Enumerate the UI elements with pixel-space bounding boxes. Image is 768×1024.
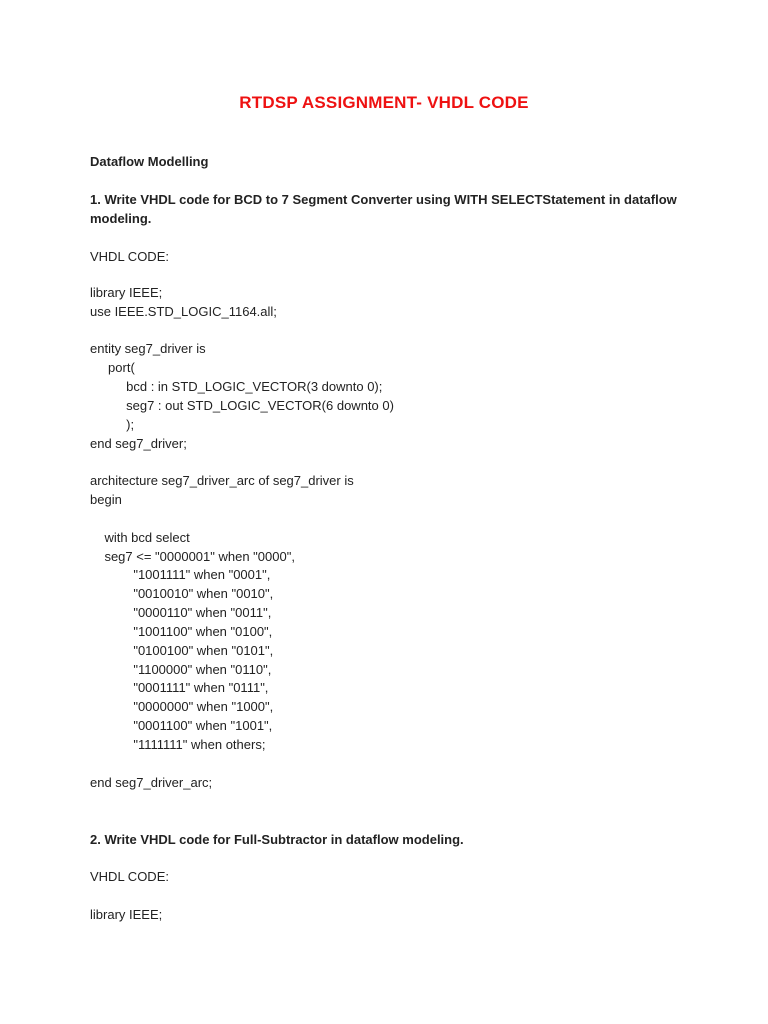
code-line: with bcd select [90, 529, 190, 545]
code-line: "1111111" when others; [90, 736, 266, 752]
code-line: "0100100" when "0101", [90, 642, 274, 658]
code-line: "0000000" when "1000", [90, 699, 274, 715]
code-line: "0001111" when "0111", [90, 680, 269, 696]
code-line [90, 322, 394, 341]
code-line: "0000110" when "0011", [90, 605, 272, 621]
code-line: ); [90, 416, 135, 432]
code-line: entity seg7_driver is [90, 341, 206, 357]
question-1-code-label: VHDL CODE: [90, 249, 169, 264]
question-2-text: 2. Write VHDL code for Full-Subtractor in dataflow modeling. [90, 832, 464, 847]
code-line [90, 453, 394, 472]
section-heading: Dataflow Modelling [90, 154, 209, 169]
code-line: begin [90, 492, 122, 508]
code-line: library IEEE; [90, 285, 163, 300]
code-line: bcd : in STD_LOGIC_VECTOR(3 downto 0); [90, 379, 383, 395]
code-line [90, 755, 394, 774]
code-line: seg7 <= "0000001" when "0000", [90, 548, 295, 564]
code-line: use IEEE.STD_LOGIC_1164.all; [90, 303, 277, 319]
code-line: end seg7_driver_arc; [90, 774, 213, 790]
question-2-code-label: VHDL CODE: [90, 869, 169, 884]
code-line: "1001100" when "0100", [90, 623, 273, 639]
code-line [90, 510, 394, 529]
question-1-text: 1. Write VHDL code for BCD to 7 Segment Converter using WITH SELECTStatement in dataflow modeling. [90, 192, 677, 226]
code-line: "1001111" when "0001", [90, 567, 271, 583]
code-line: architecture seg7_driver_arc of seg7_driver is [90, 473, 354, 489]
code-line: seg7 : out STD_LOGIC_VECTOR(6 downto 0) [90, 397, 394, 413]
code-line: "0001100" when "1001", [90, 718, 273, 734]
vhdl-code-block-1 [90, 284, 394, 792]
code-line: "0010010" when "0010", [90, 586, 274, 602]
code-line: "1100000" when "0110", [90, 661, 272, 677]
question-2-code-first-line: library IEEE; [90, 907, 163, 922]
code-line: port( [90, 360, 135, 376]
document-title: RTDSP ASSIGNMENT- VHDL CODE [239, 93, 529, 112]
code-line: end seg7_driver; [90, 435, 187, 451]
